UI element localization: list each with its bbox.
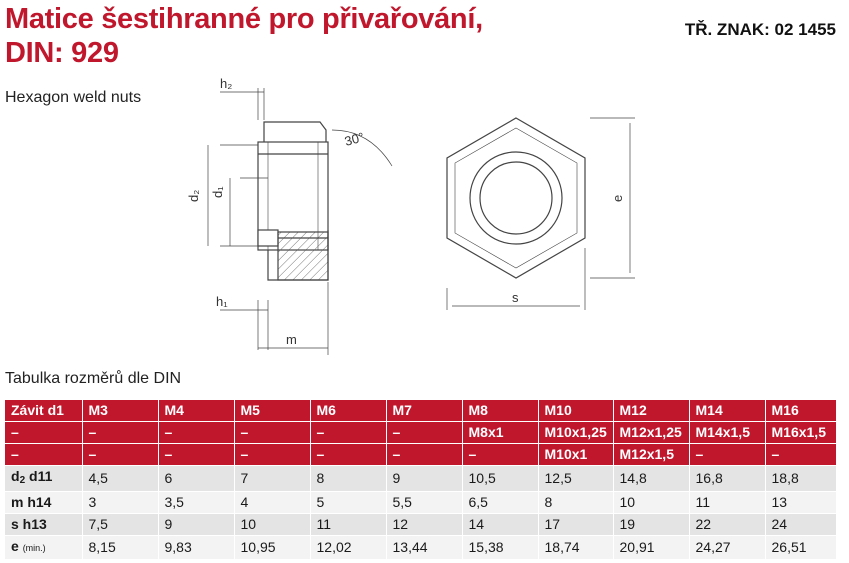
table-cell: 8: [538, 492, 613, 514]
table-cell: 9: [386, 466, 462, 492]
table-cell: 7: [234, 466, 310, 492]
label-d2: d₂: [186, 189, 201, 202]
table-cell: 18,8: [765, 466, 836, 492]
header-cell: –: [234, 444, 310, 466]
table-cell: 12,5: [538, 466, 613, 492]
table-cell: 13,44: [386, 536, 462, 560]
row-label: s h13: [5, 514, 82, 536]
table-row-e: [5, 536, 836, 560]
table-cell: 10,5: [462, 466, 538, 492]
table-cell: 4: [234, 492, 310, 514]
table-cell: 7,5: [82, 514, 158, 536]
page-title: [5, 2, 483, 70]
header-cell: –: [5, 444, 82, 466]
header-cell: M7: [386, 400, 462, 422]
table-cell: 8,15: [82, 536, 158, 560]
header-cell: M8x1: [462, 422, 538, 444]
table-cell: 9: [158, 514, 234, 536]
table-cell: 8: [310, 466, 386, 492]
header-cell: –: [310, 444, 386, 466]
header-cell: –: [310, 422, 386, 444]
table-cell: 3,5: [158, 492, 234, 514]
row-label: e (min.): [5, 536, 82, 560]
header-cell: M14: [689, 400, 765, 422]
table-cell: 9,83: [158, 536, 234, 560]
top-view: [447, 118, 635, 310]
label-d1: d₁: [210, 186, 225, 198]
header-cell: –: [386, 422, 462, 444]
subtitle: Hexagon weld nuts: [5, 89, 142, 106]
header-cell: M14x1,5: [689, 422, 765, 444]
table-cell: 15,38: [462, 536, 538, 560]
table-cell: 14: [462, 514, 538, 536]
table-cell: 20,91: [613, 536, 689, 560]
header-cell: M12x1,5: [613, 444, 689, 466]
label-s: s: [512, 290, 519, 305]
table-cell: 17: [538, 514, 613, 536]
table-cell: 5,5: [386, 492, 462, 514]
table-cell: 13: [765, 492, 836, 514]
header-cell: –: [158, 422, 234, 444]
table-cell: 10: [613, 492, 689, 514]
header-cell: –: [462, 444, 538, 466]
title-line-2: DIN: 929: [5, 37, 119, 69]
technical-drawing: [180, 70, 650, 360]
title-line-1: Matice šestihranné pro přivařování,: [5, 3, 483, 35]
header-cell: M3: [82, 400, 158, 422]
table-cell: 6: [158, 466, 234, 492]
table-caption: Tabulka rozměrů dle DIN: [5, 370, 182, 387]
header-cell: M16: [765, 400, 836, 422]
header-cell: M5: [234, 400, 310, 422]
label-angle: 30°: [342, 129, 366, 149]
table-cell: 22: [689, 514, 765, 536]
table-cell: 12: [386, 514, 462, 536]
header-cell: M16x1,5: [765, 422, 836, 444]
table-cell: 10,95: [234, 536, 310, 560]
label-h2: h₂: [220, 76, 233, 91]
table-cell: 4,5: [82, 466, 158, 492]
header-cell: –: [765, 444, 836, 466]
header-row-fine-thread: [5, 422, 836, 444]
header-cell: –: [82, 422, 158, 444]
label-m: m: [286, 332, 297, 347]
header-cell: –: [689, 444, 765, 466]
table-cell: 3: [82, 492, 158, 514]
header-cell: –: [386, 444, 462, 466]
header-cell: M10x1,25: [538, 422, 613, 444]
table-cell: 11: [689, 492, 765, 514]
table-cell: 5: [310, 492, 386, 514]
table-cell: 14,8: [613, 466, 689, 492]
header-cell: M12x1,25: [613, 422, 689, 444]
row-label: $d_2$ d11: [5, 466, 82, 492]
table-cell: 16,8: [689, 466, 765, 492]
label-h1: h₁: [216, 294, 228, 309]
label-e: e: [610, 194, 625, 202]
header-cell: –: [82, 444, 158, 466]
table-row-d2: [5, 466, 836, 492]
table-cell: 18,74: [538, 536, 613, 560]
header-row-extra-fine-thread: [5, 444, 836, 466]
header-cell: M12: [613, 400, 689, 422]
header-cell: M10: [538, 400, 613, 422]
table-row-s: [5, 514, 836, 536]
table-cell: 11: [310, 514, 386, 536]
dimensions-table: [5, 400, 837, 560]
product-code: TŘ. ZNAK: 02 1455: [684, 20, 836, 39]
header-row-thread: [5, 400, 836, 422]
header-cell: M8: [462, 400, 538, 422]
header-cell: M10x1: [538, 444, 613, 466]
side-view: [208, 88, 392, 355]
table-cell: 6,5: [462, 492, 538, 514]
table-row-m: [5, 492, 836, 514]
table-cell: 19: [613, 514, 689, 536]
header-cell: –: [234, 422, 310, 444]
table-cell: 24,27: [689, 536, 765, 560]
table-cell: 24: [765, 514, 836, 536]
header-cell: –: [158, 444, 234, 466]
header-cell: M6: [310, 400, 386, 422]
table-cell: 12,02: [310, 536, 386, 560]
header-cell: M4: [158, 400, 234, 422]
header-cell: Závit d1: [5, 400, 82, 422]
table-cell: 26,51: [765, 536, 836, 560]
row-label: m h14: [5, 492, 82, 514]
header-cell: –: [5, 422, 82, 444]
table-cell: 10: [234, 514, 310, 536]
